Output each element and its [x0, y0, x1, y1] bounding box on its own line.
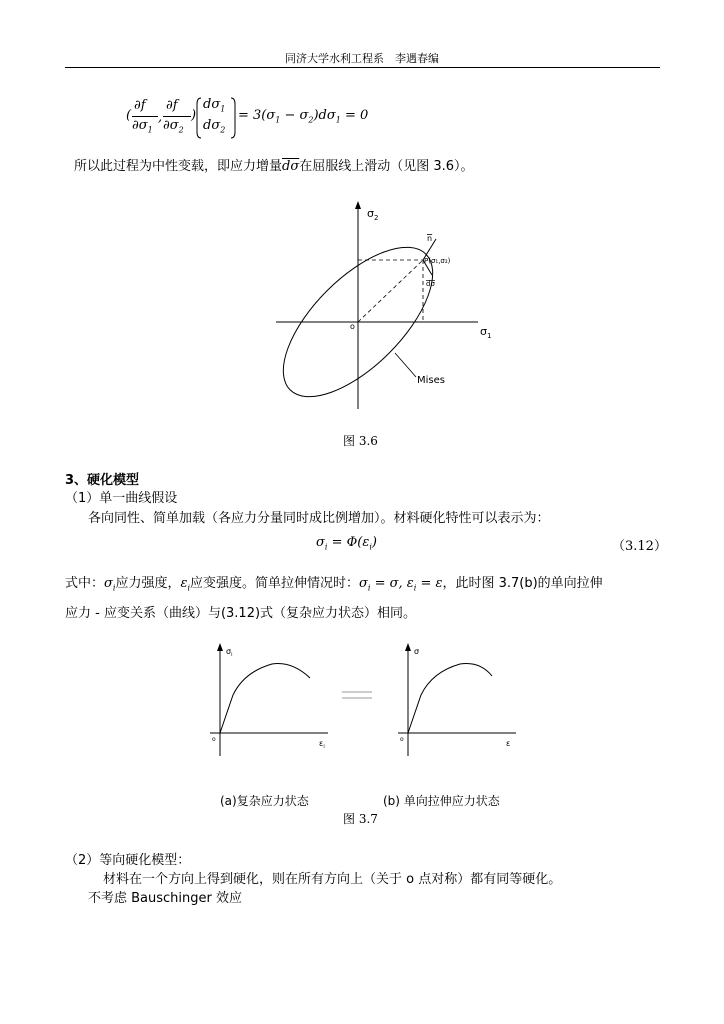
eq-rhs: = $3(\sigma_1 - \sigma_2)d\sigma_1 = 0$ — [238, 108, 369, 125]
figure-3-6-caption: 图 3.6 — [343, 434, 378, 448]
eq-paren-open: ( — [126, 108, 132, 123]
fig-a-curve — [220, 664, 310, 733]
equation-number-3-12: （3.12） — [612, 539, 667, 554]
origin-label: o — [350, 322, 355, 331]
figure-3-6 — [260, 195, 510, 415]
eq-denominator-2: $\partial\sigma_2$ — [163, 118, 184, 135]
paragraph-where-line2: 应力 - 应变关系（曲线）与(3.12)式（复杂应力状态）相同。 — [65, 606, 417, 621]
paragraph-isotropic: 各向同性、简单加载（各应力分量同时成比例增加）。材料硬化特性可以表示为： — [88, 511, 550, 526]
fig-a-y-label: $\sigma_i$ — [226, 647, 233, 658]
paragraph-neutral-loading: 所以此过程为中性变载，即应力增量$\overline{d\sigma}$在屈服线上滑动（见图 3.6）。 — [74, 159, 474, 174]
sigma2-label: $\sigma_2$ — [367, 207, 379, 222]
eq-vector-top: $d\sigma_1$ — [203, 97, 226, 114]
fig-a-y-arrow — [217, 643, 223, 651]
fig-a-origin: o — [212, 736, 216, 743]
eq-vector-bottom: $d\sigma_2$ — [203, 118, 226, 135]
fig-b-x-label: ε — [506, 739, 511, 748]
figure-3-7b-caption: (b) 单向拉伸应力状态 — [383, 794, 500, 808]
eq-fraction-bar-2 — [163, 116, 191, 117]
dashed-radius — [358, 260, 423, 322]
page-header: 同济大学水利工程系 李遇春编 — [285, 52, 439, 65]
figure-3-7 — [200, 640, 520, 760]
section-title-hardening: 3、硬化模型 — [65, 473, 140, 488]
sigma1-label: $\sigma_1$ — [480, 325, 492, 340]
sigma2-arrow — [355, 201, 361, 209]
paragraph-bauschinger: 不考虑 Bauschinger 效应 — [88, 891, 242, 906]
subsection-single-curve: （1）单一曲线假设 — [65, 491, 178, 506]
eq-numerator-2: ∂f — [166, 98, 178, 113]
eq-comma: , — [158, 110, 163, 125]
figure-3-7a-caption: (a)复杂应力状态 — [220, 794, 309, 808]
dsigma-label: dσ — [426, 280, 435, 288]
eq-paren-close: ) — [191, 108, 197, 123]
point-p-label: P(σ₁,σ₂) — [424, 257, 451, 265]
mises-label: Mises — [417, 375, 445, 386]
eq-numerator-1: ∂f — [134, 98, 146, 113]
equation-3-12: $\sigma_i = \Phi(\varepsilon_i)$ — [316, 535, 377, 552]
fig-b-origin: o — [400, 736, 404, 743]
figure-3-7-caption: 图 3.7 — [343, 812, 378, 826]
fig-b-y-label: σ — [414, 647, 420, 656]
fig-b-y-arrow — [405, 643, 411, 651]
subsection-isotropic-hardening: （2）等向硬化模型： — [65, 853, 191, 868]
paragraph-isotropic-hardening: 材料在一个方向上得到硬化，则在所有方向上（关于 o 点对称）都有同等硬化。 — [103, 872, 562, 887]
fig-b-curve — [408, 664, 492, 734]
normal-label: n — [427, 234, 433, 243]
eq-fraction-bar-1 — [132, 116, 158, 117]
equation-neutral-loading — [126, 96, 369, 140]
mises-leader — [395, 353, 416, 377]
eq-denominator-1: $\partial\sigma_1$ — [132, 118, 153, 135]
paragraph-where: 式中：$\sigma_i$应力强度，$\varepsilon_i$应变强度。简单拉伸情况时：$\sigma_i = \sigma$, $\varepsilon_i = \varepsilon$，此时图 3.7(b)的单向拉伸 — [65, 576, 603, 593]
header-rule — [65, 67, 660, 68]
fig-a-x-label: $\varepsilon_i$ — [319, 739, 325, 750]
